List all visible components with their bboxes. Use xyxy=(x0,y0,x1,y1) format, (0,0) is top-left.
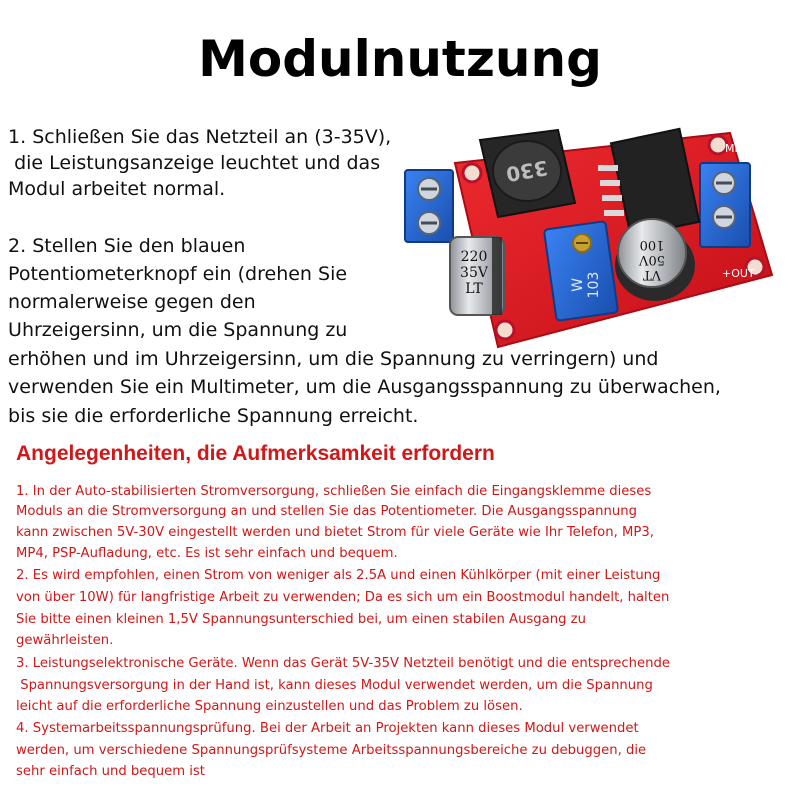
step-line: Modul arbeitet normal. xyxy=(2,178,226,200)
step-line: 1. Schließen Sie das Netzteil an (3-35V), xyxy=(2,126,392,148)
inductor xyxy=(480,130,575,217)
input-terminal xyxy=(405,170,453,242)
note-line: 3. Leistungselektronische Geräte. Wenn das Gerät 5V-35V Netzteil benötigt und die entsprechende xyxy=(16,656,670,671)
capacitor-left xyxy=(450,237,504,315)
cap-left-value: 220 xyxy=(460,249,488,265)
cap-right-code: VT xyxy=(642,267,662,282)
cap-right-value: 100 xyxy=(639,237,665,252)
step-line: normalerweise gegen den xyxy=(2,291,256,313)
note-line: von über 10W) für langfristige Arbeit zu verwenden; Da es sich um ein Boostmodul handelt, halten xyxy=(16,590,670,605)
silk-top-label: MH xyxy=(725,142,743,155)
note-line: Sie bitte einen kleinen 1,5V Spannungsunterschied bei, um einen stabilen Ausgang zu xyxy=(16,612,586,627)
step-line: erhöhen und im Uhrzeigersinn, um die Spannung zu verringern) und xyxy=(2,348,659,370)
note-line: MP4, PSP-Aufladung, etc. Es ist sehr einfach und bequem. xyxy=(16,546,398,561)
step-line: die Leistungsanzeige leuchtet und das xyxy=(2,152,381,174)
step-line: Uhrzeigersinn, um die Spannung zu xyxy=(2,319,348,341)
note-line: gewährleisten. xyxy=(16,633,114,648)
cap-left-voltage: 35V xyxy=(460,265,488,281)
step-line: 2. Stellen Sie den blauen xyxy=(2,235,246,257)
page-title: Modulnutzung xyxy=(198,30,602,88)
note-line: 1. In der Auto-stabilisierten Stromversorgung, schließen Sie einfach die Eingangsklemme dieses xyxy=(16,484,652,499)
note-line: 2. Es wird empfohlen, einen Strom von weniger als 2.5A und einen Kühlkörper (mit einer Leistung xyxy=(16,568,661,583)
potentiometer xyxy=(544,221,618,321)
inductor-marking: 330 xyxy=(504,155,550,187)
note-line: kann zwischen 5V-30V eingestellt werden und bietet Strom für viele Geräte wie Ihr Telefon, MP3, xyxy=(16,525,654,540)
output-terminal xyxy=(700,163,750,247)
note-line: 4. Systemarbeitsspannungsprüfung. Bei der Arbeit an Projekten kann dieses Modul verwendet xyxy=(16,721,639,736)
pot-letter: W xyxy=(570,278,586,292)
step-line: bis sie die erforderliche Spannung erreicht. xyxy=(2,405,419,427)
pot-value: 103 xyxy=(586,271,602,299)
boost-module-image xyxy=(400,125,780,350)
step-line: verwenden Sie ein Multimeter, um die Ausgangsspannung zu überwachen, xyxy=(2,376,721,398)
note-line: leicht auf die erforderliche Spannung einzustellen und das Problem zu lösen. xyxy=(16,699,523,714)
silk-out-label: +OUT- xyxy=(722,267,758,280)
note-line: sehr einfach und bequem ist xyxy=(16,764,205,779)
note-line: werden, um verschiedene Spannungsprüfsysteme Arbeitsspannungsbereiche zu debuggen, die xyxy=(16,743,647,758)
notes-heading: Angelegenheiten, die Aufmerksamkeit erfordern xyxy=(16,442,495,465)
note-line: Moduls an die Stromversorgung an und stellen Sie das Potentiometer. Die Ausgangsspannung xyxy=(16,504,637,519)
step-line: Potentiometerknopf ein (drehen Sie xyxy=(2,263,348,285)
cap-right-voltage: 50V xyxy=(639,252,665,267)
cap-left-code: LT xyxy=(465,281,483,297)
note-line: Spannungsversorgung in der Hand ist, kann dieses Modul verwendet werden, um die Spannung xyxy=(16,678,653,693)
